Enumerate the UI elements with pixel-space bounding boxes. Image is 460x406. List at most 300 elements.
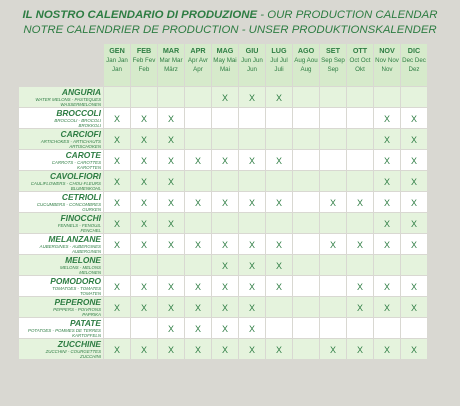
month-cell xyxy=(266,339,292,359)
month-label-de: Nov xyxy=(381,65,393,73)
month-cell xyxy=(293,108,319,128)
month-cell xyxy=(158,192,184,212)
production-mark: X xyxy=(410,114,417,124)
product-translation: CAULIFLOWERS - CHOU-FLEURS xyxy=(30,180,101,186)
title-line-2: NOTRE CALENDRIER DE PRODUCTION - UNSER PRODUKTIONSKALENDER xyxy=(23,24,437,36)
month-cell xyxy=(401,234,427,254)
month-cell xyxy=(239,234,265,254)
month-cell xyxy=(266,234,292,254)
month-label-it: NOV xyxy=(379,46,395,55)
month-label-it: MAG xyxy=(216,46,234,55)
production-mark: X xyxy=(194,198,201,208)
table-row xyxy=(19,150,427,170)
month-label-de: Juli xyxy=(274,65,284,73)
production-mark: X xyxy=(248,345,255,355)
month-cell xyxy=(212,276,238,296)
month-cell xyxy=(131,276,157,296)
production-mark: X xyxy=(248,324,255,334)
production-mark: X xyxy=(275,261,282,271)
production-mark: X xyxy=(383,240,390,250)
product-translation: AUBERGINEN xyxy=(71,248,101,254)
month-cell xyxy=(131,255,157,275)
month-label-en: Jul Jul xyxy=(270,57,288,64)
table-row xyxy=(19,276,427,296)
month-cell xyxy=(131,108,157,128)
month-cell xyxy=(320,171,346,191)
production-mark: X xyxy=(383,282,390,292)
product-name: ZUCCHINE xyxy=(57,338,101,349)
production-mark: X xyxy=(194,303,201,313)
month-label-it: GIU xyxy=(245,46,259,55)
product-translation: FENNELS - FENOUIL xyxy=(57,222,101,228)
month-label-it: DIC xyxy=(407,46,421,55)
production-mark: X xyxy=(221,198,228,208)
month-label-de: Dez xyxy=(408,65,420,73)
product-name: CAROTE xyxy=(65,149,101,160)
month-label-it: GEN xyxy=(109,46,125,55)
production-mark: X xyxy=(410,219,417,229)
product-cell xyxy=(19,276,103,296)
production-mark: X xyxy=(221,93,228,103)
month-label-en: May Mai xyxy=(213,57,237,64)
month-cell xyxy=(158,87,184,107)
product-translation: FENCHEL xyxy=(80,227,101,233)
month-cell xyxy=(266,108,292,128)
month-cell xyxy=(293,276,319,296)
production-mark: X xyxy=(140,114,147,124)
production-mark: X xyxy=(275,345,282,355)
month-cell xyxy=(131,318,157,338)
month-cell xyxy=(185,318,211,338)
production-mark: X xyxy=(248,198,255,208)
product-cell xyxy=(19,318,103,338)
month-cell xyxy=(104,234,130,254)
production-mark: X xyxy=(356,240,363,250)
production-mark: X xyxy=(248,261,255,271)
production-mark: X xyxy=(167,198,174,208)
production-mark: X xyxy=(248,156,255,166)
product-translation: WASSERMELONEN xyxy=(60,101,101,107)
month-label-de: Sep xyxy=(327,65,339,73)
product-translation: GURKEN xyxy=(82,206,101,212)
production-mark: X xyxy=(221,261,228,271)
month-cell xyxy=(266,297,292,317)
month-cell xyxy=(374,108,400,128)
production-mark: X xyxy=(329,240,336,250)
month-cell xyxy=(374,276,400,296)
production-mark: X xyxy=(383,156,390,166)
month-label-en: Feb Fev xyxy=(132,57,156,64)
production-mark: X xyxy=(383,198,390,208)
month-cell xyxy=(185,276,211,296)
product-name: CETRIOLI xyxy=(61,191,101,202)
month-header-gen xyxy=(104,44,130,86)
production-mark: X xyxy=(167,303,174,313)
month-cell xyxy=(185,171,211,191)
production-mark: X xyxy=(140,177,147,187)
production-mark: X xyxy=(194,156,201,166)
table-row xyxy=(19,318,427,338)
production-mark: X xyxy=(356,282,363,292)
month-cell xyxy=(266,171,292,191)
month-cell xyxy=(131,234,157,254)
month-label-it: MAR xyxy=(162,46,180,55)
month-header-ott xyxy=(347,44,373,86)
product-name: ANGURIA xyxy=(61,86,101,97)
product-translation: BROCCOLI - BROCOLI xyxy=(54,117,101,123)
production-mark: X xyxy=(167,282,174,292)
production-mark: X xyxy=(113,219,120,229)
title-italian: IL NOSTRO CALENDARIO DI PRODUZIONE xyxy=(22,9,258,21)
production-mark: X xyxy=(275,240,282,250)
month-cell xyxy=(401,150,427,170)
production-mark: X xyxy=(221,303,228,313)
product-translation: MELONEN xyxy=(79,269,101,275)
month-cell xyxy=(347,276,373,296)
production-mark: X xyxy=(113,198,120,208)
month-cell xyxy=(401,255,427,275)
month-cell xyxy=(212,297,238,317)
month-cell xyxy=(185,129,211,149)
month-cell xyxy=(347,150,373,170)
product-cell xyxy=(19,108,103,128)
production-mark: X xyxy=(329,345,336,355)
production-mark: X xyxy=(383,219,390,229)
production-mark: X xyxy=(248,93,255,103)
product-cell xyxy=(19,129,103,149)
month-cell xyxy=(185,234,211,254)
table-row xyxy=(19,108,427,128)
month-cell xyxy=(239,192,265,212)
month-cell xyxy=(212,339,238,359)
production-mark: X xyxy=(167,177,174,187)
month-cell xyxy=(104,129,130,149)
month-cell xyxy=(347,318,373,338)
product-name: BROCCOLI xyxy=(56,107,101,118)
table-row xyxy=(19,213,427,233)
month-cell xyxy=(158,276,184,296)
month-cell xyxy=(320,339,346,359)
production-mark: X xyxy=(356,345,363,355)
month-cell xyxy=(347,87,373,107)
month-cell xyxy=(104,150,130,170)
production-mark: X xyxy=(140,282,147,292)
production-mark: X xyxy=(167,135,174,145)
product-translation: TOMATEN xyxy=(79,290,101,296)
month-cell xyxy=(185,150,211,170)
month-cell xyxy=(293,255,319,275)
production-mark: X xyxy=(140,156,147,166)
calendar-table-wrapper xyxy=(18,43,428,360)
month-cell xyxy=(185,297,211,317)
month-cell xyxy=(374,150,400,170)
production-mark: X xyxy=(383,345,390,355)
month-cell xyxy=(212,213,238,233)
month-cell xyxy=(293,150,319,170)
month-cell xyxy=(401,213,427,233)
month-label-it: SET xyxy=(326,46,340,55)
month-header-row xyxy=(19,44,427,86)
month-label-en: Aug Aou xyxy=(294,57,318,64)
product-translation: ARTICHOKES - ARTICHAUTS xyxy=(40,138,101,144)
month-cell xyxy=(131,192,157,212)
month-cell xyxy=(158,213,184,233)
month-cell xyxy=(185,255,211,275)
table-row xyxy=(19,255,427,275)
production-mark: X xyxy=(329,198,336,208)
month-cell xyxy=(374,318,400,338)
table-row xyxy=(19,192,427,212)
month-cell xyxy=(158,255,184,275)
product-translation: BROKKOLI xyxy=(78,122,101,128)
month-cell xyxy=(320,129,346,149)
product-translation: TOMATOES - TOMATES xyxy=(52,285,101,291)
production-mark: X xyxy=(140,303,147,313)
month-cell xyxy=(347,255,373,275)
production-mark: X xyxy=(113,303,120,313)
production-mark: X xyxy=(113,156,120,166)
product-name: PEPERONE xyxy=(54,296,101,307)
production-mark: X xyxy=(140,219,147,229)
month-cell xyxy=(212,129,238,149)
month-cell xyxy=(185,213,211,233)
month-cell xyxy=(239,150,265,170)
month-header-giu xyxy=(239,44,265,86)
product-translation: PEPPERS - POIVRONS xyxy=(53,306,101,312)
product-cell xyxy=(19,234,103,254)
month-cell xyxy=(212,150,238,170)
month-cell xyxy=(239,87,265,107)
month-cell xyxy=(104,192,130,212)
production-mark: X xyxy=(410,240,417,250)
product-translation: KARTOFFELN xyxy=(72,332,101,338)
production-mark: X xyxy=(167,345,174,355)
month-cell xyxy=(374,339,400,359)
month-cell xyxy=(347,129,373,149)
month-cell xyxy=(320,150,346,170)
month-cell xyxy=(104,318,130,338)
product-translation: ZUCCHINI - COURGETTES xyxy=(45,348,101,354)
month-label-de: Aug xyxy=(300,65,312,73)
month-label-de: März xyxy=(164,65,178,73)
month-cell xyxy=(293,339,319,359)
product-translation: AUBERGINES - AUBERGINES xyxy=(39,243,101,249)
table-row xyxy=(19,234,427,254)
production-mark: X xyxy=(167,114,174,124)
production-mark: X xyxy=(248,282,255,292)
production-mark: X xyxy=(275,156,282,166)
production-mark: X xyxy=(113,135,120,145)
month-cell xyxy=(374,255,400,275)
month-cell xyxy=(401,318,427,338)
month-cell xyxy=(185,192,211,212)
month-cell xyxy=(104,108,130,128)
product-translation: MELONS - MELONS xyxy=(60,264,101,270)
month-cell xyxy=(158,150,184,170)
production-mark: X xyxy=(410,282,417,292)
month-cell xyxy=(293,213,319,233)
product-cell xyxy=(19,171,103,191)
month-cell xyxy=(320,255,346,275)
title-line-1 xyxy=(0,8,460,23)
month-cell xyxy=(266,255,292,275)
production-mark: X xyxy=(410,156,417,166)
production-mark: X xyxy=(113,114,120,124)
month-label-it: APR xyxy=(190,46,206,55)
month-cell xyxy=(131,339,157,359)
production-mark: X xyxy=(221,282,228,292)
production-mark: X xyxy=(167,240,174,250)
product-translation: CARROTS - CAROTTES xyxy=(51,159,101,165)
product-translation: POTATOES - POMMES DE TERRES xyxy=(28,327,101,333)
month-cell xyxy=(158,108,184,128)
month-cell xyxy=(104,276,130,296)
month-label-de: Jun xyxy=(247,65,257,73)
month-header-mag xyxy=(212,44,238,86)
month-cell xyxy=(185,108,211,128)
month-cell xyxy=(212,108,238,128)
product-cell xyxy=(19,297,103,317)
month-cell xyxy=(347,108,373,128)
title-english: - OUR PRODUCTION CALENDAR xyxy=(257,9,438,21)
month-cell xyxy=(293,129,319,149)
production-mark: X xyxy=(167,219,174,229)
month-cell xyxy=(239,297,265,317)
header-corner xyxy=(19,44,103,86)
production-mark: X xyxy=(383,135,390,145)
production-mark: X xyxy=(194,345,201,355)
month-cell xyxy=(239,339,265,359)
production-mark: X xyxy=(221,324,228,334)
production-mark: X xyxy=(194,240,201,250)
calendar-title-block xyxy=(0,8,460,38)
month-cell xyxy=(401,276,427,296)
month-cell xyxy=(158,318,184,338)
product-cell xyxy=(19,192,103,212)
month-cell xyxy=(266,318,292,338)
month-header-apr xyxy=(185,44,211,86)
month-cell xyxy=(320,108,346,128)
month-label-en: Jan Jan xyxy=(106,57,128,64)
month-header-ago xyxy=(293,44,319,86)
month-cell xyxy=(293,297,319,317)
month-label-de: Okt xyxy=(355,65,365,73)
month-cell xyxy=(239,318,265,338)
month-cell xyxy=(185,339,211,359)
product-name: CAVOLFIORI xyxy=(49,170,101,181)
production-mark: X xyxy=(383,303,390,313)
month-label-en: Oct Oct xyxy=(349,57,371,64)
product-translation: WATER MELONS - PASTEQUES xyxy=(35,96,101,102)
month-label-en: Sep Sep xyxy=(321,57,345,64)
production-mark: X xyxy=(383,177,390,187)
product-translation: PAPRIKA xyxy=(82,311,101,317)
month-cell xyxy=(266,87,292,107)
production-mark: X xyxy=(167,324,174,334)
month-header-lug xyxy=(266,44,292,86)
production-mark: X xyxy=(383,114,390,124)
month-label-en: Nov Nov xyxy=(375,57,399,64)
month-cell xyxy=(239,255,265,275)
month-cell xyxy=(374,87,400,107)
production-mark: X xyxy=(194,324,201,334)
month-label-en: Jun Jun xyxy=(241,57,263,64)
product-cell xyxy=(19,150,103,170)
month-cell xyxy=(347,297,373,317)
month-cell xyxy=(347,213,373,233)
month-cell xyxy=(266,276,292,296)
production-mark: X xyxy=(140,135,147,145)
month-label-de: Feb xyxy=(138,65,150,73)
month-cell xyxy=(293,318,319,338)
month-cell xyxy=(158,171,184,191)
month-cell xyxy=(212,234,238,254)
production-mark: X xyxy=(113,282,120,292)
month-cell xyxy=(212,255,238,275)
production-mark: X xyxy=(275,282,282,292)
production-mark: X xyxy=(221,156,228,166)
month-cell xyxy=(293,192,319,212)
table-row xyxy=(19,171,427,191)
month-cell xyxy=(320,87,346,107)
production-mark: X xyxy=(275,93,282,103)
production-mark: X xyxy=(356,303,363,313)
month-cell xyxy=(266,129,292,149)
month-header-mar xyxy=(158,44,184,86)
month-label-de: Jan xyxy=(112,65,122,73)
product-cell xyxy=(19,213,103,233)
production-mark: X xyxy=(410,303,417,313)
month-label-it: OTT xyxy=(352,46,368,55)
production-mark: X xyxy=(275,198,282,208)
product-translation: ARTISCHOKEN xyxy=(69,143,101,149)
month-cell xyxy=(158,129,184,149)
month-cell xyxy=(320,192,346,212)
month-cell xyxy=(131,297,157,317)
production-mark: X xyxy=(140,240,147,250)
table-row xyxy=(19,129,427,149)
month-cell xyxy=(374,234,400,254)
month-label-it: FEB xyxy=(136,46,152,55)
month-cell xyxy=(104,87,130,107)
product-cell xyxy=(19,87,103,107)
month-cell xyxy=(266,213,292,233)
production-mark: X xyxy=(410,135,417,145)
month-cell xyxy=(347,339,373,359)
month-cell xyxy=(239,213,265,233)
product-name: PATATE xyxy=(69,317,101,328)
month-cell xyxy=(131,213,157,233)
month-cell xyxy=(131,87,157,107)
month-cell xyxy=(293,234,319,254)
product-translation: CUCUMBERS - CONCOMBRES xyxy=(36,201,101,207)
production-mark: X xyxy=(410,177,417,187)
month-cell xyxy=(266,192,292,212)
month-cell xyxy=(158,339,184,359)
month-cell xyxy=(374,297,400,317)
month-cell xyxy=(401,339,427,359)
product-translation: ZUCCHINI xyxy=(80,353,101,359)
month-cell xyxy=(266,150,292,170)
month-cell xyxy=(401,108,427,128)
production-mark: X xyxy=(248,240,255,250)
month-label-it: AGO xyxy=(297,46,315,55)
month-cell xyxy=(320,318,346,338)
month-cell xyxy=(401,297,427,317)
month-cell xyxy=(374,171,400,191)
product-name: MELONE xyxy=(65,254,101,265)
production-mark: X xyxy=(140,198,147,208)
